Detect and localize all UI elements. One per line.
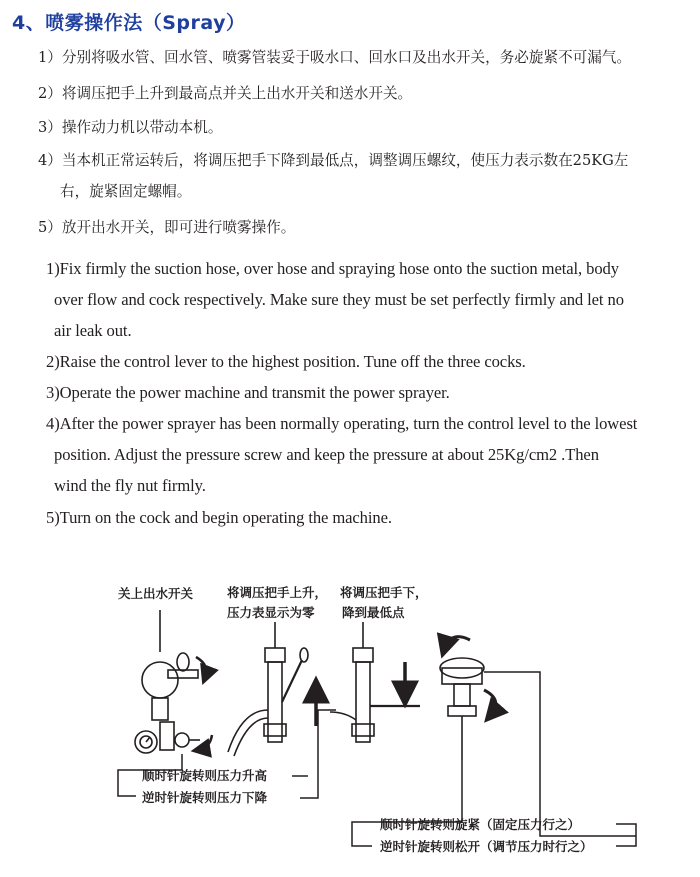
en-step-1: 1)Fix firmly the suction hose, over hose and spraying hose onto the suction metal, body <box>46 259 619 278</box>
en-step-4-cont: position. Adjust the pressure screw and keep the pressure at about 25Kg/cm2 .Then <box>54 445 599 464</box>
cn-step-2: 2）将调压把手上升到最高点并关上出水开关和送水开关。 <box>38 85 413 102</box>
label-ccw-pressure-down: 逆时针旋转则压力下降 <box>142 790 268 805</box>
label-lower-line1: 将调压把手下， <box>340 585 428 600</box>
outlet-valve-illustration <box>135 610 200 753</box>
cn-step-5: 5）放开出水开关，即可进行喷雾操作。 <box>38 219 296 236</box>
label-raise-line1: 将调压把手上升， <box>227 585 328 600</box>
en-step-4-cont2: wind the fly nut firmly. <box>54 476 206 495</box>
rotate-arrow-icon <box>444 637 470 650</box>
en-step-1-cont2: air leak out. <box>54 321 132 340</box>
label-raise-line2: 压力表显示为零 <box>227 605 315 620</box>
rotate-arrow-icon <box>198 735 212 750</box>
label-close-outlet: 关上出水开关 <box>118 586 194 601</box>
section-title: 4、喷雾操作法（Spray） <box>12 12 246 34</box>
label-cw-tighten: 顺时针旋转则旋紧（固定压力行之） <box>380 817 581 832</box>
en-step-4: 4)After the power sprayer has been normally operating, turn the control level to the lowest <box>46 414 638 433</box>
raise-lever-illustration <box>228 622 308 756</box>
rotate-arrow-icon <box>484 690 496 716</box>
cn-step-4-cont: 右，旋紧固定螺帽。 <box>60 183 192 200</box>
cn-step-3: 3）操作动力机以带动本机。 <box>38 119 223 136</box>
label-ccw-loosen: 逆时针旋转则松开（调节压力时行之） <box>380 839 593 854</box>
en-step-1-cont: over flow and cock respectively. Make sure they must be set perfectly firmly and let no <box>54 290 624 309</box>
en-step-5: 5)Turn on the cock and begin operating the machine. <box>46 508 392 527</box>
label-cw-pressure-up: 顺时针旋转则压力升高 <box>142 768 268 783</box>
en-step-2: 2)Raise the control lever to the highest position. Tune off the three cocks. <box>46 352 526 371</box>
label-lower-line2: 降到最低点 <box>342 605 405 620</box>
en-step-3: 3)Operate the power machine and transmit the power sprayer. <box>46 383 450 402</box>
pressure-knob-illustration <box>440 658 484 760</box>
cn-step-4: 4）当本机正常运转后，将调压把手下降到最低点，调整调压螺纹，使压力表示数在25KG左 <box>38 152 629 169</box>
cn-step-1: 1）分别将吸水管、回水管、喷雾管装妥于吸水口、回水口及出水开关，务必旋紧不可漏气。 <box>38 49 632 66</box>
